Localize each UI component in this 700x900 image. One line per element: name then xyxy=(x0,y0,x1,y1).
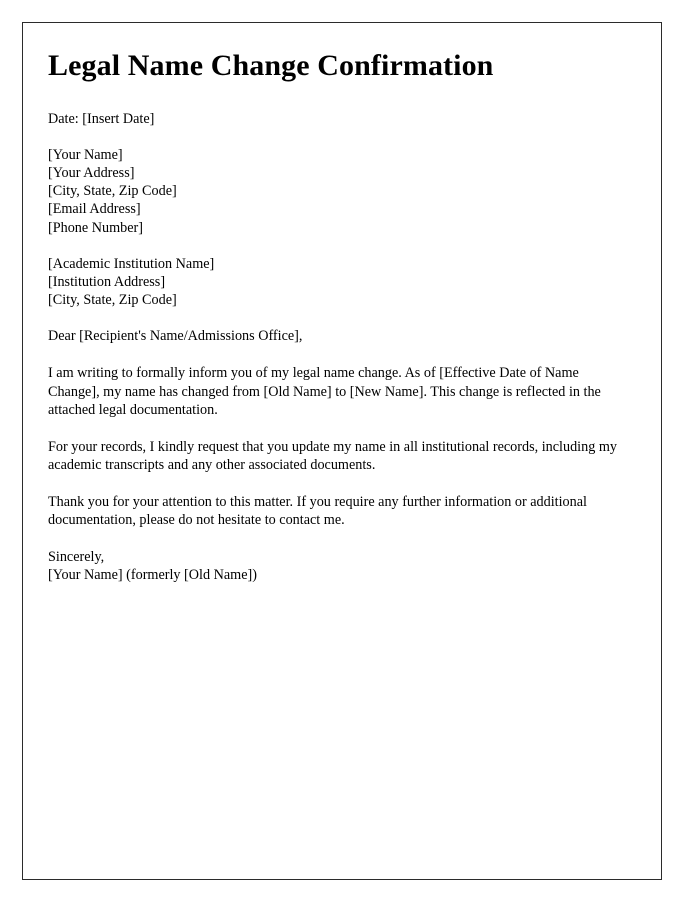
sender-address-block xyxy=(48,146,618,237)
recipient-institution: [Academic Institution Name] xyxy=(48,255,215,272)
recipient-address-block xyxy=(48,255,618,310)
sender-city-state-zip: [City, State, Zip Code] xyxy=(48,183,177,200)
document-content xyxy=(48,49,618,602)
sender-name: [Your Name] xyxy=(48,146,123,163)
sender-phone: [Phone Number] xyxy=(48,219,143,236)
sender-address: [Your Address] xyxy=(48,164,135,181)
body-paragraph-3: Thank you for your attention to this matter. If you require any further information or additional documentation, please do not hesitate to contact me. xyxy=(48,493,587,529)
body-paragraph-2: For your records, I kindly request that you update my name in all institutional records, including my academic transcripts and any other associated documents. xyxy=(48,438,617,474)
date-line: Date: [Insert Date] xyxy=(48,110,155,127)
body-paragraph-1: I am writing to formally inform you of my legal name change. As of [Effective Date of Name Change], my name has changed from [Old Name] to [New Name]. This change is reflected in the attached legal documentation. xyxy=(48,364,601,419)
sender-email: [Email Address] xyxy=(48,201,141,218)
document-page xyxy=(22,22,662,880)
signature-line: [Your Name] (formerly [Old Name]) xyxy=(48,567,257,584)
closing-salutation: Sincerely, xyxy=(48,549,105,566)
salutation: Dear [Recipient's Name/Admissions Office], xyxy=(48,328,303,345)
recipient-address: [Institution Address] xyxy=(48,273,166,290)
page-title: Legal Name Change Confirmation xyxy=(48,49,494,82)
closing-block xyxy=(48,548,618,584)
recipient-city-state-zip: [City, State, Zip Code] xyxy=(48,292,177,309)
